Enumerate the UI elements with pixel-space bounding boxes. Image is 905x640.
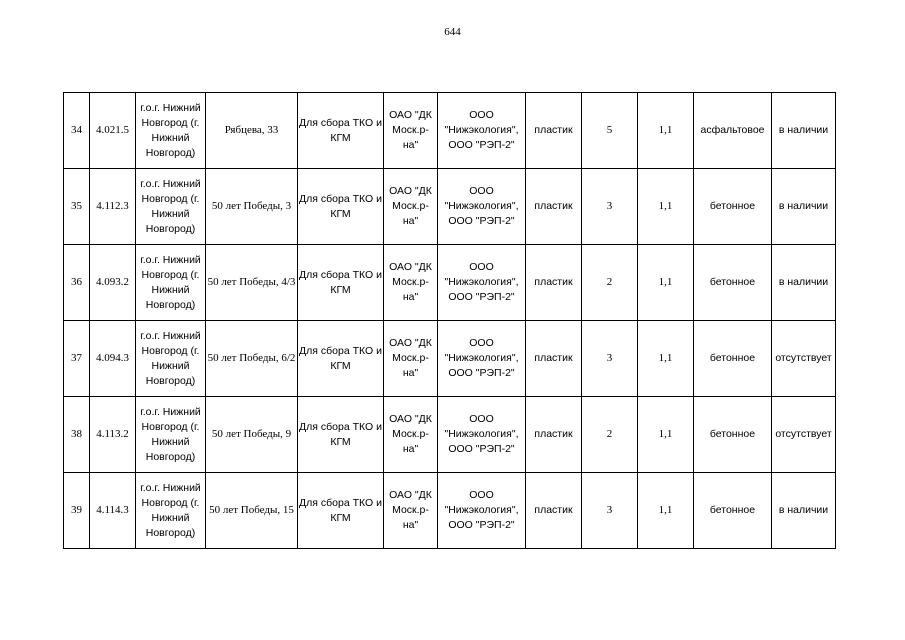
cell-district: г.о.г. Нижний Новгород (г. Нижний Новгород) <box>136 93 206 169</box>
cell-container-volume: 1,1 <box>638 473 694 549</box>
cell-site-code: 4.112.3 <box>90 169 136 245</box>
table-row <box>64 245 836 321</box>
cell-purpose: Для сбора ТКО и КГМ <box>298 93 384 169</box>
cell-district: г.о.г. Нижний Новгород (г. Нижний Новгород) <box>136 321 206 397</box>
cell-purpose: Для сбора ТКО и КГМ <box>298 321 384 397</box>
table-row <box>64 473 836 549</box>
cell-site-code: 4.093.2 <box>90 245 136 321</box>
cell-address: 50 лет Победы, 4/3 <box>206 245 298 321</box>
cell-address: 50 лет Победы, 15 <box>206 473 298 549</box>
table-row <box>64 169 836 245</box>
cell-availability: в наличии <box>772 473 836 549</box>
cell-operator: ООО "Нижэкология", ООО "РЭП-2" <box>438 93 526 169</box>
cell-purpose: Для сбора ТКО и КГМ <box>298 245 384 321</box>
cell-operator: ООО "Нижэкология", ООО "РЭП-2" <box>438 473 526 549</box>
cell-container-count: 3 <box>582 473 638 549</box>
cell-row-number: 36 <box>64 245 90 321</box>
cell-material: пластик <box>526 245 582 321</box>
cell-purpose: Для сбора ТКО и КГМ <box>298 473 384 549</box>
page-number: 644 <box>444 26 461 38</box>
cell-site-code: 4.113.2 <box>90 397 136 473</box>
cell-surface: бетонное <box>694 245 772 321</box>
cell-operator: ООО "Нижэкология", ООО "РЭП-2" <box>438 169 526 245</box>
table-row <box>64 397 836 473</box>
cell-owner: ОАО "ДК Моск.р-на" <box>384 397 438 473</box>
container-sites-table <box>63 92 836 549</box>
cell-container-count: 3 <box>582 321 638 397</box>
table-row <box>64 321 836 397</box>
cell-owner: ОАО "ДК Моск.р-на" <box>384 321 438 397</box>
cell-row-number: 38 <box>64 397 90 473</box>
cell-operator: ООО "Нижэкология", ООО "РЭП-2" <box>438 245 526 321</box>
cell-availability: в наличии <box>772 245 836 321</box>
cell-address: Рябцева, 33 <box>206 93 298 169</box>
cell-container-count: 2 <box>582 245 638 321</box>
cell-container-count: 5 <box>582 93 638 169</box>
cell-container-volume: 1,1 <box>638 169 694 245</box>
cell-address: 50 лет Победы, 6/2 <box>206 321 298 397</box>
cell-purpose: Для сбора ТКО и КГМ <box>298 169 384 245</box>
cell-site-code: 4.094.3 <box>90 321 136 397</box>
cell-material: пластик <box>526 397 582 473</box>
cell-operator: ООО "Нижэкология", ООО "РЭП-2" <box>438 321 526 397</box>
cell-district: г.о.г. Нижний Новгород (г. Нижний Новгород) <box>136 397 206 473</box>
cell-owner: ОАО "ДК Моск.р-на" <box>384 93 438 169</box>
cell-district: г.о.г. Нижний Новгород (г. Нижний Новгород) <box>136 169 206 245</box>
cell-operator: ООО "Нижэкология", ООО "РЭП-2" <box>438 397 526 473</box>
cell-district: г.о.г. Нижний Новгород (г. Нижний Новгород) <box>136 473 206 549</box>
cell-row-number: 39 <box>64 473 90 549</box>
cell-container-volume: 1,1 <box>638 321 694 397</box>
cell-availability: отсутствует <box>772 321 836 397</box>
cell-container-volume: 1,1 <box>638 397 694 473</box>
cell-container-volume: 1,1 <box>638 245 694 321</box>
cell-purpose: Для сбора ТКО и КГМ <box>298 397 384 473</box>
cell-site-code: 4.114.3 <box>90 473 136 549</box>
cell-container-volume: 1,1 <box>638 93 694 169</box>
cell-surface: бетонное <box>694 321 772 397</box>
cell-row-number: 35 <box>64 169 90 245</box>
cell-material: пластик <box>526 169 582 245</box>
cell-surface: бетонное <box>694 397 772 473</box>
table-row <box>64 93 836 169</box>
cell-availability: в наличии <box>772 93 836 169</box>
cell-owner: ОАО "ДК Моск.р-на" <box>384 473 438 549</box>
cell-owner: ОАО "ДК Моск.р-на" <box>384 245 438 321</box>
cell-owner: ОАО "ДК Моск.р-на" <box>384 169 438 245</box>
cell-row-number: 37 <box>64 321 90 397</box>
cell-address: 50 лет Победы, 9 <box>206 397 298 473</box>
cell-container-count: 3 <box>582 169 638 245</box>
cell-surface: бетонное <box>694 169 772 245</box>
cell-container-count: 2 <box>582 397 638 473</box>
cell-surface: асфальтовое <box>694 93 772 169</box>
table-body <box>64 93 836 549</box>
cell-material: пластик <box>526 473 582 549</box>
cell-row-number: 34 <box>64 93 90 169</box>
cell-availability: отсутствует <box>772 397 836 473</box>
cell-site-code: 4.021.5 <box>90 93 136 169</box>
cell-material: пластик <box>526 321 582 397</box>
cell-material: пластик <box>526 93 582 169</box>
cell-availability: в наличии <box>772 169 836 245</box>
cell-surface: бетонное <box>694 473 772 549</box>
cell-district: г.о.г. Нижний Новгород (г. Нижний Новгород) <box>136 245 206 321</box>
cell-address: 50 лет Победы, 3 <box>206 169 298 245</box>
